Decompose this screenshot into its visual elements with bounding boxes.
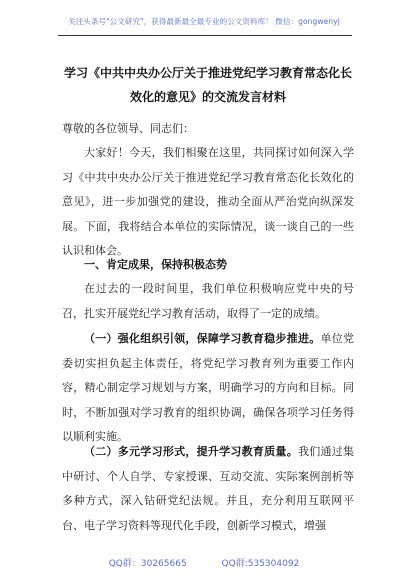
point2-block [62,440,354,538]
point1-paragraph [62,327,354,450]
point1-heading: （一）强化组织引领，保障学习教育稳步推进。 [84,332,321,345]
header-note: 关注头条号"公文研究"，获得最新最全最专业的公文资料库！ 微信：gongwenyj [68,17,340,26]
section1-intro-block [62,277,354,326]
point1-text: 单位党委切实担负起主体责任，将党纪学习教育列为重要工作内容，精心制定学习规划与方案，明确学习的方向和目标。同时，不断加强对学习教育的组织协调，确保各项学习任务得以顺利实施。 [62,332,355,444]
section1-intro-paragraph: 在过去的一段时间里，我们单位积极响应党中央的号召，扎实开展党纪学习教育活动，取得了一定的成绩。 [62,282,354,320]
salutation: 尊敬的各位领导、同志们： [62,122,194,135]
footer-qq-group-1: QQ群：30265665 [108,559,187,569]
intro-paragraph-block [62,141,354,264]
footer [0,556,408,569]
intro-paragraph: 大家好！今天，我们相聚在这里，共同探讨如何深入学习《中共中央办公厅关于推进党纪学习教育常态化长效化的意见》，进一步加强党的建设，推动全面从严治党向纵深发展。下面，我将结合本单位的实际情况，谈一谈自己的一些认识和体会。 [62,146,354,258]
point2-text: 我们通过集中研讨、个人自学、专家授课、互动交流、实际案例剖析等多种方式，深入钻研党纪法规。并且，充分利用互联网平台、电子学习资料等现代化手段，创新学习模式，增强 [62,445,355,532]
section-heading-1: 一、肯定成果，保持积极态势 [84,258,227,271]
footer-qq-group-2: QQ群:535304092 [221,559,300,569]
header-divider [58,35,352,36]
point1-block [62,327,354,450]
point2-paragraph [62,440,354,538]
salutation-block [62,117,354,142]
document-title: 学习《中共中央办公厅关于推进党纪学习教育常态化长效化的意见》的交流发言材料 [63,66,352,104]
point2-heading: （二）多元学习形式，提升学习教育质量。 [84,445,298,458]
